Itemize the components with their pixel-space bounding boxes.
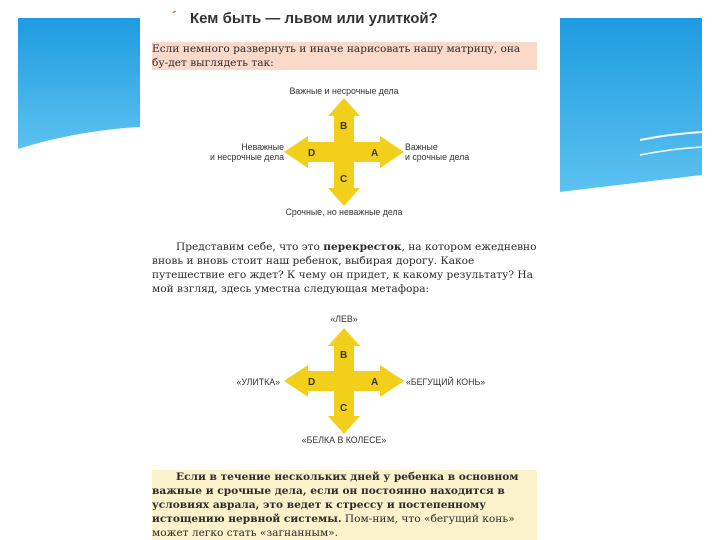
paragraph-running-horse: Если в течение нескольких дней у ребенка в основном важные и срочные дела, если он постоянно находится в условиях аврала, это ведет к стрессу и постепенному истощению нервной системы. Пом-ним, что «бегущий конь» может легко стать «загнанным». xyxy=(152,470,537,540)
diagram2-left-label: «УЛИТКА» xyxy=(236,377,280,387)
diagram1-right-label: Важные и срочные дела xyxy=(405,142,470,162)
diagram1-letter-right: A xyxy=(371,148,379,159)
diagram2-letter-left: D xyxy=(308,377,316,388)
diagram2-letter-down: C xyxy=(340,403,348,414)
right-wave xyxy=(560,18,702,192)
diagram2-letter-up: B xyxy=(340,350,348,361)
left-wave xyxy=(18,18,140,150)
diagram1-letter-down: C xyxy=(340,174,348,185)
diagram2-arrow-shape xyxy=(284,328,404,434)
intro-paragraph: Если немного развернуть и иначе нарисовать нашу матрицу, она бу-дет выглядеть так: xyxy=(152,42,537,70)
diagram1-left-label: Неважные и несрочные дела xyxy=(210,142,284,162)
page-title: Кем быть — львом или улиткой? xyxy=(190,10,438,27)
diagram2-right-label: «БЕГУЩИЙ КОНЬ» xyxy=(406,377,486,387)
title-mark: ´ xyxy=(172,8,177,24)
diagram2-letter-right: A xyxy=(371,377,379,388)
diagram1-arrow-shape xyxy=(284,98,404,206)
diagram1-bottom-label: Срочные, но неважные дела xyxy=(285,207,403,217)
paragraph-crossroads: Представим себе, что это перекресток, на котором ежедневно вновь и вновь стоит наш ребенок, выбирая дорогу. Какое путешествие его ждет? К чему он придет, к какому результату? На мой взгляд, здесь уместна следующая метафора: xyxy=(152,241,537,295)
diagram2-cross-arrows xyxy=(284,328,404,434)
diagram1-top-label: Важные и несрочные дела xyxy=(289,86,399,96)
diagram2-top-label: «ЛЕВ» xyxy=(330,314,358,324)
diagram2-bottom-label: «БЕЛКА В КОЛЕСЕ» xyxy=(301,435,387,445)
diagram1-cross-arrows xyxy=(284,98,404,206)
diagram1-letter-left: D xyxy=(308,148,316,159)
diagram1-letter-up: B xyxy=(340,121,348,132)
